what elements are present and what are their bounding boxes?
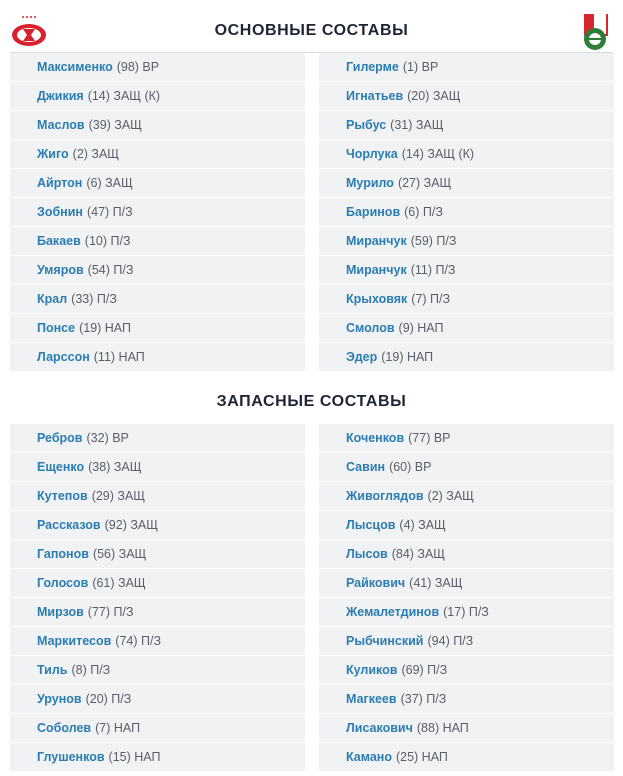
player-row [10, 314, 305, 343]
player-row [10, 714, 305, 743]
player-name[interactable]: Соболев [37, 721, 92, 735]
player-row [10, 53, 305, 82]
player-row [10, 140, 305, 169]
player-row [319, 540, 614, 569]
player-row [319, 53, 614, 82]
player-row [319, 685, 614, 714]
player-name[interactable]: Жиго [37, 147, 69, 161]
player-name[interactable]: Тиль [37, 663, 68, 677]
player-number-position: (74) П/З [115, 634, 161, 648]
player-row [10, 743, 305, 772]
player-row [319, 256, 614, 285]
player-number-position: (11) П/З [410, 263, 456, 277]
player-number-position: (6) ЗАЩ [86, 176, 133, 190]
player-name[interactable]: Глушенков [37, 750, 105, 764]
player-number-position: (10) П/З [84, 234, 131, 248]
player-row [319, 627, 614, 656]
player-name[interactable]: Лысов [346, 547, 388, 561]
player-number-position: (29) ЗАЩ [91, 489, 145, 503]
player-name[interactable]: Кутепов [37, 489, 88, 503]
player-name[interactable]: Крыховяк [346, 292, 408, 306]
player-name[interactable]: Рассказов [37, 518, 101, 532]
player-name[interactable]: Баринов [346, 205, 401, 219]
player-row [319, 482, 614, 511]
player-number-position: (33) П/З [71, 292, 117, 306]
player-number-position: (32) ВР [86, 431, 129, 445]
player-name[interactable]: Джикия [37, 89, 84, 103]
player-name[interactable]: Понсе [37, 321, 76, 335]
player-row [10, 627, 305, 656]
player-row [319, 227, 614, 256]
player-row [10, 656, 305, 685]
player-row [10, 285, 305, 314]
player-name[interactable]: Живоглядов [346, 489, 424, 503]
player-row [10, 540, 305, 569]
player-name[interactable]: Савин [346, 460, 386, 474]
player-row [10, 256, 305, 285]
player-number-position: (2) ЗАЩ [72, 147, 120, 161]
player-number-position: (4) ЗАЩ [399, 518, 446, 532]
player-row [10, 482, 305, 511]
player-row [319, 569, 614, 598]
player-number-position: (69) П/З [401, 663, 448, 677]
player-name[interactable]: Маслов [37, 118, 85, 132]
player-number-position: (14) ЗАЩ (К) [87, 89, 161, 103]
player-number-position: (20) П/З [85, 692, 132, 706]
player-number-position: (37) П/З [400, 692, 447, 706]
player-number-position: (41) ЗАЩ [409, 576, 463, 590]
player-number-position: (47) П/З [86, 205, 133, 219]
starting-lineups-header [0, 0, 623, 56]
player-row [319, 743, 614, 772]
player-number-position: (61) ЗАЩ [92, 576, 146, 590]
spartak-starting-list [10, 53, 305, 372]
player-row [319, 140, 614, 169]
player-row [10, 343, 305, 372]
player-number-position: (77) ВР [408, 431, 451, 445]
player-number-position: (11) НАП [93, 350, 145, 364]
spartak-substitutes-list [10, 424, 305, 772]
player-row [10, 424, 305, 453]
player-row [319, 314, 614, 343]
player-name[interactable]: Ребров [37, 431, 83, 445]
player-number-position: (14) ЗАЩ (К) [401, 147, 475, 161]
player-number-position: (94) П/З [427, 634, 474, 648]
player-number-position: (84) ЗАЩ [391, 547, 446, 561]
player-number-position: (6) П/З [404, 205, 443, 219]
player-number-position: (31) ЗАЩ [390, 118, 444, 132]
player-row [10, 598, 305, 627]
player-number-position: (19) НАП [381, 350, 434, 364]
player-name[interactable]: Коченков [346, 431, 405, 445]
player-row [319, 82, 614, 111]
player-name[interactable]: Урунов [37, 692, 82, 706]
player-number-position: (15) НАП [108, 750, 161, 764]
player-number-position: (17) П/З [443, 605, 489, 619]
player-name[interactable]: Крал [37, 292, 68, 306]
player-number-position: (38) ЗАЩ [88, 460, 142, 474]
player-number-position: (56) ЗАЩ [92, 547, 147, 561]
player-name[interactable]: Магкеев [346, 692, 397, 706]
player-row [319, 598, 614, 627]
substitutes-title: ЗАПАСНЫЕ СОСТАВЫ [216, 393, 407, 410]
player-row [10, 685, 305, 714]
player-number-position: (19) НАП [79, 321, 131, 335]
player-number-position: (8) П/З [71, 663, 111, 677]
player-number-position: (2) ЗАЩ [427, 489, 474, 503]
player-name[interactable]: Куликов [346, 663, 398, 677]
player-name[interactable]: Рыбчинский [346, 634, 424, 648]
player-row [319, 453, 614, 482]
player-number-position: (77) П/З [87, 605, 134, 619]
player-row [10, 569, 305, 598]
player-row [10, 198, 305, 227]
player-number-position: (60) ВР [389, 460, 432, 474]
player-name[interactable]: Смолов [346, 321, 395, 335]
player-name[interactable]: Рыбус [346, 118, 387, 132]
player-row [319, 285, 614, 314]
player-number-position: (1) ВР [402, 60, 439, 74]
player-row [10, 169, 305, 198]
player-name[interactable]: Мирзов [37, 605, 84, 619]
player-row [319, 343, 614, 372]
player-row [319, 111, 614, 140]
player-name[interactable]: Камано [346, 750, 392, 764]
player-name[interactable]: Жемалетдинов [346, 605, 440, 619]
player-number-position: (88) НАП [416, 721, 469, 735]
player-row [10, 82, 305, 111]
player-name[interactable]: Бакаев [37, 234, 81, 248]
player-name[interactable]: Максименко [37, 60, 113, 74]
player-row [10, 227, 305, 256]
player-name[interactable]: Миранчук [346, 234, 407, 248]
player-name[interactable]: Умяров [37, 263, 84, 277]
player-row [319, 714, 614, 743]
player-name[interactable]: Эдер [346, 350, 378, 364]
player-name[interactable]: Райкович [346, 576, 406, 590]
player-row [319, 424, 614, 453]
player-name[interactable]: Голосов [37, 576, 89, 590]
player-number-position: (25) НАП [395, 750, 448, 764]
player-name[interactable]: Миранчук [346, 263, 407, 277]
player-name[interactable]: Игнатьев [346, 89, 404, 103]
player-row [319, 656, 614, 685]
player-number-position: (27) ЗАЩ [397, 176, 452, 190]
lokomotiv-starting-list [319, 53, 614, 372]
player-row [319, 511, 614, 540]
player-name[interactable]: Гилерме [346, 60, 399, 74]
lokomotiv-substitutes-list [319, 424, 614, 772]
player-number-position: (7) НАП [95, 721, 141, 735]
player-name[interactable]: Маркитесов [37, 634, 112, 648]
player-name[interactable]: Мурило [346, 176, 394, 190]
player-row [10, 511, 305, 540]
starting-lineups-title: ОСНОВНЫЕ СОСТАВЫ [214, 22, 409, 39]
player-name[interactable]: Лисакович [346, 721, 413, 735]
lokomotiv-logo-icon [578, 12, 612, 52]
player-row [319, 169, 614, 198]
player-number-position: (92) ЗАЩ [104, 518, 158, 532]
player-number-position: (39) ЗАЩ [88, 118, 142, 132]
player-number-position: (9) НАП [398, 321, 444, 335]
player-name[interactable]: Айртон [37, 176, 83, 190]
player-name[interactable]: Гапонов [37, 547, 89, 561]
player-name[interactable]: Чорлука [346, 147, 398, 161]
player-name[interactable]: Зобнин [37, 205, 83, 219]
player-number-position: (54) П/З [87, 263, 134, 277]
player-row [319, 198, 614, 227]
player-name[interactable]: Ещенко [37, 460, 85, 474]
player-number-position: (20) ЗАЩ [407, 89, 461, 103]
player-number-position: (98) ВР [116, 60, 160, 74]
player-name[interactable]: Ларссон [37, 350, 90, 364]
player-number-position: (7) П/З [411, 292, 451, 306]
player-row [10, 453, 305, 482]
player-number-position: (59) П/З [410, 234, 457, 248]
player-row [10, 111, 305, 140]
player-name[interactable]: Лысцов [346, 518, 396, 532]
